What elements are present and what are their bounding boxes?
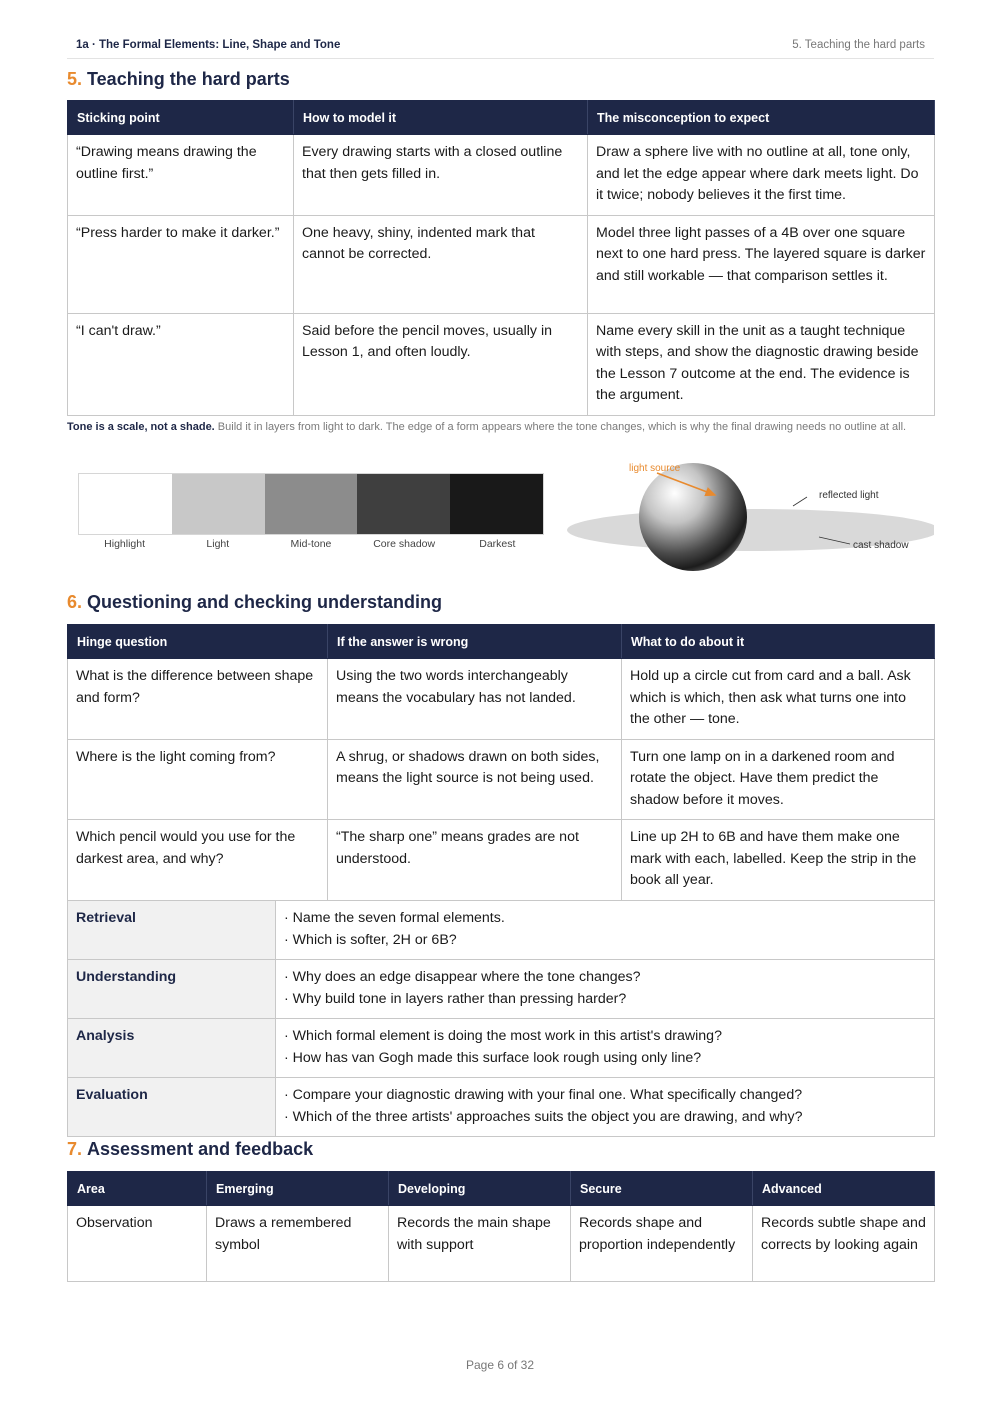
tone-caption-lead: Tone is a scale, not a shade. xyxy=(67,421,215,433)
question-levels-table xyxy=(67,900,935,1137)
table-header-row xyxy=(68,625,935,659)
table-cell: Line up 2H to 6B and have them make one mark with each, labelled. Keep the strip in the book all year. xyxy=(622,820,935,901)
table-cell: Every drawing starts with a closed outline that then gets filled in. xyxy=(294,135,588,216)
tone-scale-labels xyxy=(78,538,544,550)
hinge-questions-table xyxy=(67,624,935,901)
tone-swatch-highlight xyxy=(79,474,172,534)
tone-caption-body: Build it in layers from light to dark. The edge of a form appears where the tone changes, which is why the final drawing needs no outline at all. xyxy=(214,421,907,433)
cast-shadow-label: cast shadow xyxy=(853,540,909,551)
table-cell: Using the two words interchangeably means the vocabulary has not landed. xyxy=(328,659,622,740)
column-header: If the answer is wrong xyxy=(328,625,622,659)
column-header: What to do about it xyxy=(622,625,935,659)
table-row xyxy=(68,215,935,313)
table-cell: Observation xyxy=(68,1206,207,1282)
table-cell: Said before the pencil moves, usually in Lesson 1, and often loudly. xyxy=(294,313,588,415)
section-7-number: 7. xyxy=(67,1139,83,1159)
question-item: · Which of the three artists' approaches suits the object you are drawing, and why? xyxy=(284,1108,803,1125)
table-cell: Draws a remembered symbol xyxy=(207,1206,389,1282)
tone-label: Mid-tone xyxy=(290,538,332,550)
table-cell: Name every skill in the unit as a taught technique with steps, and show the diagnostic drawing beside the Lesson 7 outcome at the end. The evidence is the argument. xyxy=(588,313,935,415)
tone-swatch-core-shadow xyxy=(357,474,450,534)
tone-swatch-mid-tone xyxy=(265,474,358,534)
question-category: Retrieval xyxy=(68,901,276,960)
table-cell: What is the difference between shape and form? xyxy=(68,659,328,740)
header-unit-title: 1a · The Formal Elements: Line, Shape and Tone xyxy=(76,39,341,51)
section-6-number: 6. xyxy=(67,592,83,612)
tone-label: Light xyxy=(206,538,230,550)
question-list xyxy=(276,1019,935,1078)
question-list xyxy=(276,1078,935,1137)
question-item: · Which is softer, 2H or 6B? xyxy=(284,931,457,948)
section-5-number: 5. xyxy=(67,69,83,89)
column-header: How to model it xyxy=(294,101,588,135)
table-cell: Model three light passes of a 4B over one square next to one hard press. The layered square is darker and still workable — that comparison settles it. xyxy=(588,215,935,313)
question-item: · Name the seven formal elements. xyxy=(284,910,505,926)
table-row xyxy=(68,820,935,901)
section-5-title xyxy=(67,69,290,90)
question-item: · Which formal element is doing the most work in this artist's drawing? xyxy=(284,1028,722,1044)
table-cell: “Drawing means drawing the outline first.” xyxy=(68,135,294,216)
tone-label: Darkest xyxy=(479,538,516,550)
table-row xyxy=(68,1206,935,1282)
table-row xyxy=(68,960,935,1019)
table-cell: Turn one lamp on in a darkened room and rotate the object. Have them predict the shadow before it moves. xyxy=(622,739,935,820)
table-cell: Records shape and proportion independently xyxy=(571,1206,753,1282)
table-row xyxy=(68,1019,935,1078)
reflected-light-label: reflected light xyxy=(819,490,879,501)
tone-caption xyxy=(67,419,934,436)
question-item: · Why build tone in layers rather than pressing harder? xyxy=(284,990,627,1007)
table-cell: One heavy, shiny, indented mark that cannot be corrected. xyxy=(294,215,588,313)
assessment-table xyxy=(67,1171,935,1282)
table-cell: Hold up a circle cut from card and a ball. Ask which is which, then ask what turns one into the other — tone. xyxy=(622,659,935,740)
page-number: Page 6 of 32 xyxy=(465,1358,535,1372)
section-7-heading: Assessment and feedback xyxy=(87,1139,314,1159)
question-item: · How has van Gogh made this surface look rough using only line? xyxy=(284,1049,702,1066)
table-row xyxy=(68,659,935,740)
column-header: Sticking point xyxy=(68,101,294,135)
sticking-points-table xyxy=(67,100,935,416)
table-row xyxy=(68,313,935,415)
reflected-light-leader xyxy=(793,497,807,506)
table-cell: Which pencil would you use for the darkest area, and why? xyxy=(68,820,328,901)
table-cell: Where is the light coming from? xyxy=(68,739,328,820)
question-item: · Compare your diagnostic drawing with your final one. What specifically changed? xyxy=(284,1087,803,1103)
tone-label: Highlight xyxy=(104,538,146,550)
tone-scale-strip xyxy=(78,473,544,535)
table-cell: “Press harder to make it darker.” xyxy=(68,215,294,313)
section-7-title xyxy=(67,1139,313,1160)
column-header: Developing xyxy=(389,1172,571,1206)
question-item: · Why does an edge disappear where the tone changes? xyxy=(284,969,641,985)
table-row xyxy=(68,135,935,216)
section-5-heading: Teaching the hard parts xyxy=(87,69,290,89)
tone-swatch-darkest xyxy=(450,474,543,534)
table-row xyxy=(68,901,935,960)
tone-label: Core shadow xyxy=(373,538,436,550)
column-header: Secure xyxy=(571,1172,753,1206)
table-cell: Records subtle shape and corrects by looking again xyxy=(753,1206,935,1282)
question-list xyxy=(276,960,935,1019)
tone-swatch-light xyxy=(172,474,265,534)
sphere-lighting-diagram xyxy=(547,455,934,575)
table-cell: Records the main shape with support xyxy=(389,1206,571,1282)
section-6-heading: Questioning and checking understanding xyxy=(87,592,443,612)
tonal-sphere xyxy=(639,463,747,571)
column-header: Area xyxy=(68,1172,207,1206)
table-cell: Draw a sphere live with no outline at all, tone only, and let the edge appear where dark meets light. Do it twice; nobody believes it the first time. xyxy=(588,135,935,216)
column-header: Emerging xyxy=(207,1172,389,1206)
question-category: Evaluation xyxy=(68,1078,276,1137)
table-row xyxy=(68,739,935,820)
question-list xyxy=(276,901,935,960)
header-section-title: 5. Teaching the hard parts xyxy=(792,39,925,51)
table-row xyxy=(68,1078,935,1137)
question-category: Analysis xyxy=(68,1019,276,1078)
column-header: Advanced xyxy=(753,1172,935,1206)
table-header-row xyxy=(68,101,935,135)
running-header xyxy=(67,38,934,59)
question-category: Understanding xyxy=(68,960,276,1019)
table-cell: “The sharp one” means grades are not understood. xyxy=(328,820,622,901)
column-header: The misconception to expect xyxy=(588,101,935,135)
table-header-row xyxy=(68,1172,935,1206)
light-source-label: light source xyxy=(629,463,681,474)
column-header: Hinge question xyxy=(68,625,328,659)
table-cell: “I can't draw.” xyxy=(68,313,294,415)
section-6-title xyxy=(67,592,442,613)
table-cell: A shrug, or shadows drawn on both sides, means the light source is not being used. xyxy=(328,739,622,820)
